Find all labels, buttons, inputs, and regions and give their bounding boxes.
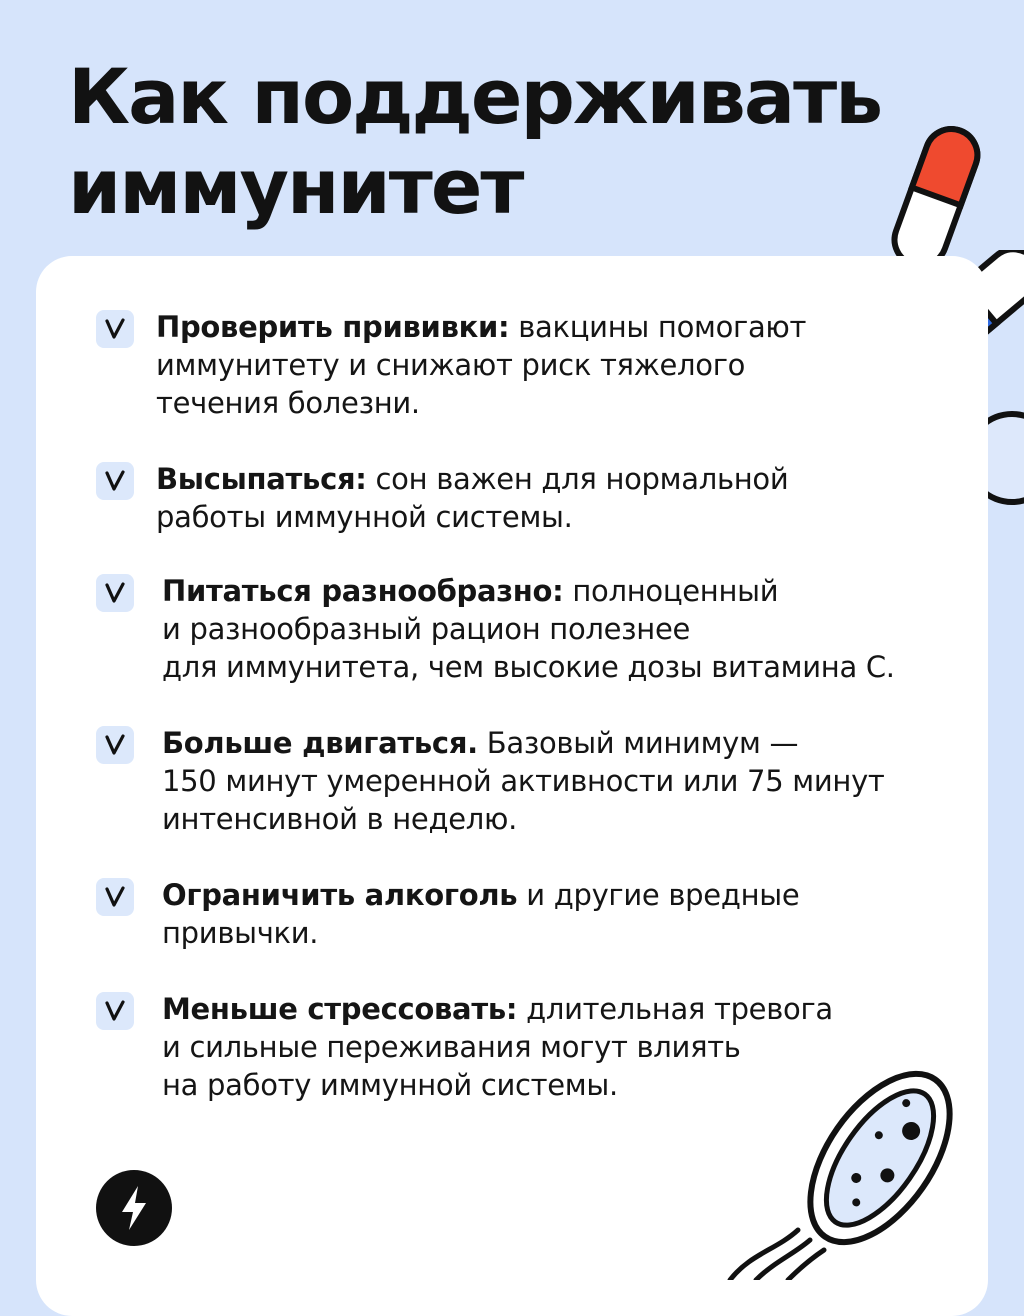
tip-line: иммунитету и снижают риск тяжелого	[156, 348, 746, 382]
tip-body: и другие вредные	[517, 878, 800, 912]
tip-line: течения болезни.	[156, 386, 420, 420]
bacteria-icon	[690, 1058, 970, 1280]
tip-text	[162, 876, 962, 952]
tip-body: вакцины помогают	[509, 310, 807, 344]
tip-line: на работу иммунной системы.	[162, 1068, 618, 1102]
tip-heading: Проверить прививки:	[156, 310, 510, 344]
tip-text	[162, 724, 962, 838]
tip-line: и сильные переживания могут влиять	[162, 1030, 741, 1064]
check-icon	[96, 992, 134, 1030]
page-title	[68, 52, 881, 232]
tip-line: привычки.	[162, 916, 319, 950]
check-icon	[96, 878, 134, 916]
tip-heading: Больше двигаться.	[162, 726, 478, 760]
tip-line: и разнообразный рацион полезнее	[162, 612, 691, 646]
tip-line: работы иммунной системы.	[156, 500, 573, 534]
tip-text	[162, 572, 962, 686]
lightning-logo	[96, 1170, 172, 1246]
tip-text	[156, 308, 956, 422]
check-icon	[96, 726, 134, 764]
check-icon	[96, 462, 134, 500]
tip-heading: Ограничить алкоголь	[162, 878, 518, 912]
title-line-2: иммунитет	[68, 142, 523, 231]
tip-line: интенсивной в неделю.	[162, 802, 518, 836]
tip-body: длительная тревога	[517, 992, 833, 1026]
tip-text	[156, 460, 956, 536]
check-icon	[96, 574, 134, 612]
tip-body: сон важен для нормальной	[366, 462, 789, 496]
tip-line: для иммунитета, чем высокие дозы витамина С.	[162, 650, 895, 684]
tip-heading: Высыпаться:	[156, 462, 367, 496]
title-line-1: Как поддерживать	[68, 52, 882, 141]
tip-line: 150 минут умеренной активности или 75 минут	[162, 764, 885, 798]
tip-heading: Меньше стрессовать:	[162, 992, 518, 1026]
tip-body: полноценный	[563, 574, 779, 608]
check-icon	[96, 310, 134, 348]
tip-heading: Питаться разнообразно:	[162, 574, 564, 608]
tip-body: Базовый минимум —	[477, 726, 799, 760]
